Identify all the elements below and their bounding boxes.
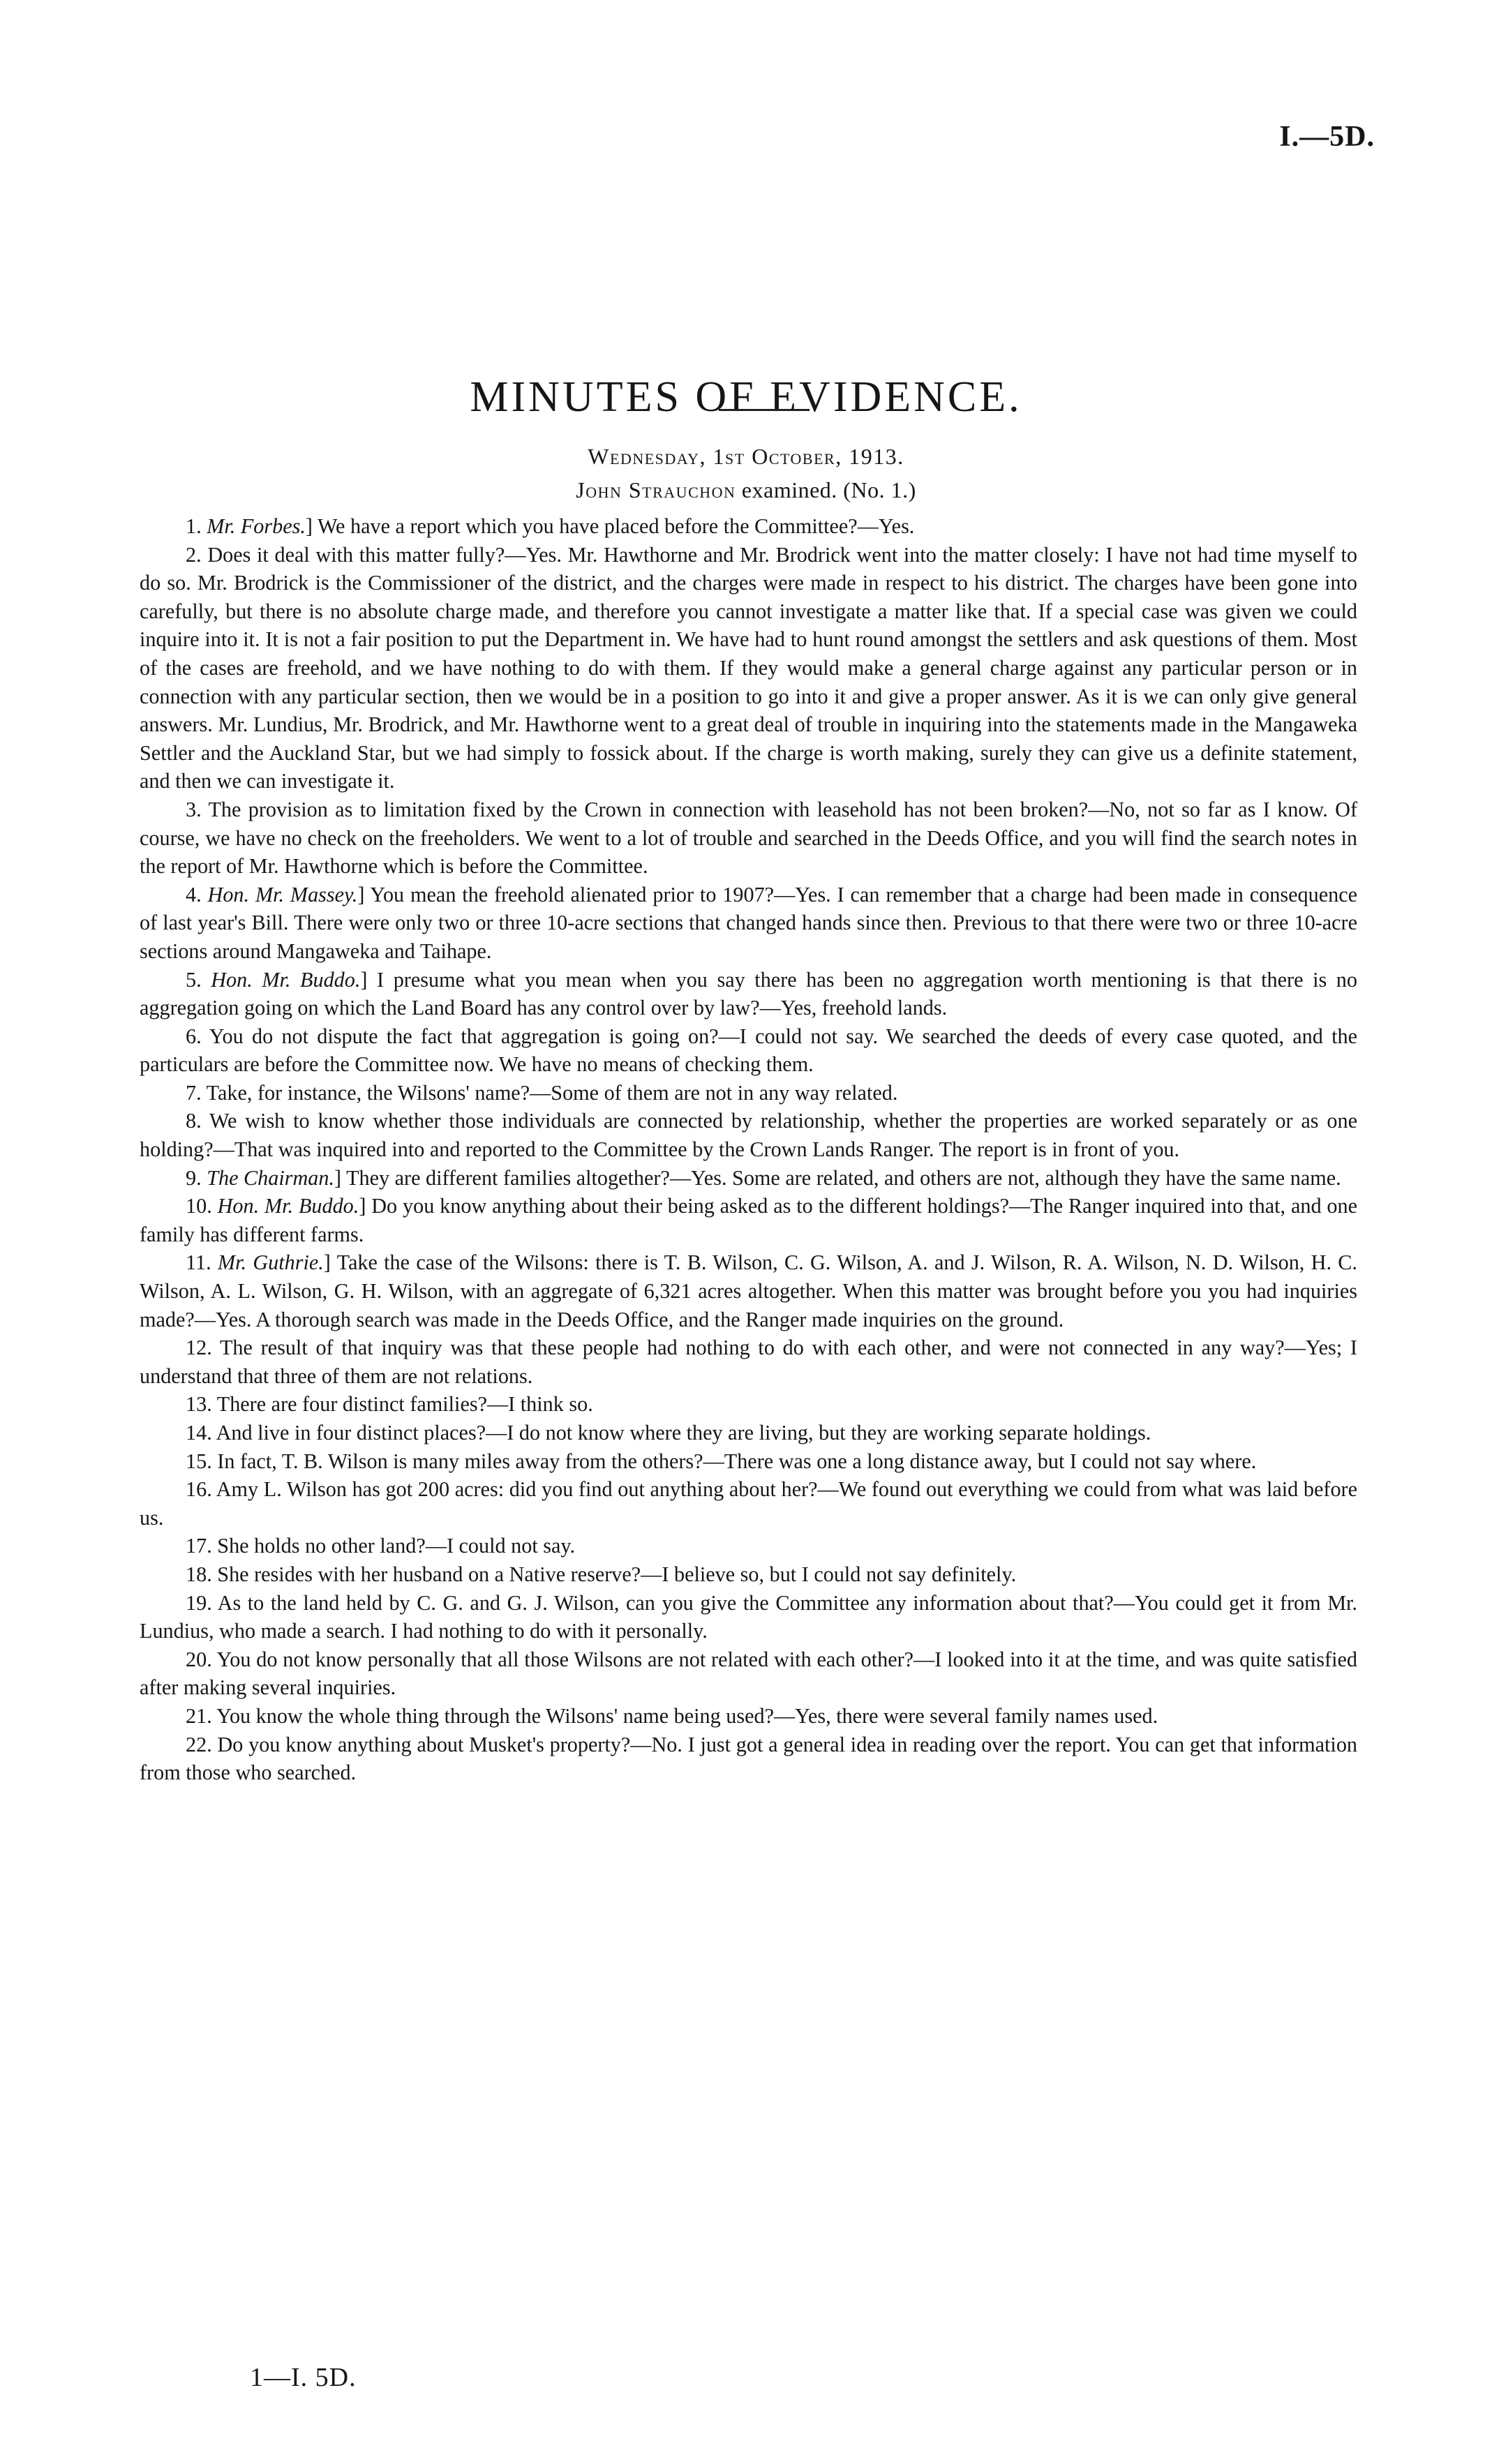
- paragraph-text: I presume what you mean when you say there has been no aggregation worth mentioning is that there is no aggregation going on which the Land Board has any control over by law?—Yes, freehold lands.: [140, 967, 1357, 1020]
- paragraph-text: Does it deal with this matter fully?—Yes. Mr. Hawthorne and Mr. Brodrick went into the matter closely: I have not had time myself to do so. Mr. Brodrick is the Commissioner of the district, and the charges were made in respect to his district. The charges have been gone into carefully, but there is no absolute charge made, and therefore you cannot investigate a matter like that. If a special case was given we could inquire into it. It is not a fair position to put the Department in. We have had to hunt round amongst the settlers and ask questions of them. Most of the cases are freehold, and we have nothing to do with them. If they would make a general charge against any particular person or in connection with any particular section, then we would be in a position to go into it and give a proper answer. As it is we can only give general answers. Mr. Lundius, Mr. Brodrick, and Mr. Hawthorne went to a great deal of trouble in inquiring into the statements made in the Mangaweka Settler and the Auckland Star, but we had simply to fossick about. If the charge is worth making, surely they can give us a definite statement, and then we can investigate it.: [140, 542, 1357, 793]
- evidence-paragraph: 4. Hon. Mr. Massey.] You mean the freehold alienated prior to 1907?—Yes. I can remember that a charge had been made in consequence of last year's Bill. There were only two or three 10-acre sections that changed hands since then. Previous to that there were two or three 10-acre sections around Mangaweka and Taihape.: [140, 882, 1357, 963]
- question-number: 1.: [186, 514, 207, 538]
- title-divider: [719, 409, 810, 411]
- evidence-paragraph: [140, 1419, 1357, 1447]
- question-number: 16.: [186, 1477, 216, 1502]
- paragraph-text: Do you know anything about their being asked as to the different holdings?—The Ranger inquired into that, and one family has different farms.: [140, 1194, 1357, 1246]
- evidence-paragraph: [140, 1447, 1357, 1476]
- evidence-paragraph: [140, 1702, 1357, 1731]
- printer-signature: 1—I. 5D.: [250, 2363, 357, 2392]
- paragraph-text: She resides with her husband on a Native reserve?—I believe so, but I could not say definitely.: [217, 1562, 1017, 1586]
- evidence-paragraph: [140, 1079, 1357, 1107]
- paragraph-text: You know the whole thing through the Wilsons' name being used?—Yes, there were several family names used.: [216, 1703, 1158, 1728]
- paragraph-text: Amy L. Wilson has got 200 acres: did you find out anything about her?—We found out everything we could from what was laid before us.: [140, 1477, 1357, 1530]
- question-number: 19.: [186, 1590, 218, 1615]
- paragraph-text: We wish to know whether those individuals are connected by relationship, whether the properties are worked separately or as one holding?—That was inquired into and reported to the Committee by the Crown Lands Ranger. The report is in front of you.: [140, 1109, 1357, 1162]
- paragraph-text: Take the case of the Wilsons: there is T. B. Wilson, C. G. Wilson, A. and J. Wilson, R. A. Wilson, N. D. Wilson, H. C. Wilson, A. L. Wilson, G. H. Wilson, with an aggregate of 6,321 acres altogether. When this matter was brought before you you had inquiries made?—Yes. A thorough search was made in the Deeds Office, and the Ranger made inquiries on the ground.: [140, 1250, 1357, 1331]
- question-number: 12.: [186, 1336, 220, 1360]
- session-date: Wednesday, 1st October, 1913.: [588, 444, 904, 469]
- question-number: 5.: [186, 967, 211, 992]
- evidence-paragraph: [140, 1022, 1357, 1079]
- evidence-paragraph: 11. Mr. Guthrie.] Take the case of the Wilsons: there is T. B. Wilson, C. G. Wilson, A. and J. Wilson, R. A. Wilson, N. D. Wilson, H. C. Wilson, A. L. Wilson, G. H. Wilson, with an aggregate of 6,321 acres altogether. When this matter was brought before you you had inquiries made?—Yes. A thorough search was made in the Deeds Office, and the Ranger made inquiries on the ground.: [140, 1250, 1357, 1331]
- evidence-paragraph: [140, 1532, 1357, 1560]
- paragraph-text: As to the land held by C. G. and G. J. Wilson, can you give the Committee any information about that?—You could get it from Mr. Lundius, who made a search. I had nothing to do with it personally.: [140, 1590, 1357, 1643]
- evidence-paragraph: [140, 1731, 1357, 1787]
- evidence-paragraph: [140, 796, 1357, 881]
- evidence-paragraph: [140, 1560, 1357, 1589]
- question-number: 10.: [186, 1194, 218, 1218]
- question-number: 4.: [186, 882, 208, 906]
- speaker-name: Hon. Mr. Massey.: [207, 882, 358, 906]
- paragraph-text: And live in four distinct places?—I do not know where they are living, but they are working separate holdings.: [216, 1421, 1151, 1444]
- paragraph-text: In fact, T. B. Wilson is many miles away from the others?—There was one a long distance away, but I could not say where.: [217, 1449, 1257, 1473]
- paragraph-text: She holds no other land?—I could not say.: [217, 1534, 576, 1558]
- page-reference: I.—5D.: [1279, 121, 1375, 153]
- witness-status: examined. (No. 1.): [736, 477, 916, 502]
- speaker-name: Hon. Mr. Buddo.: [217, 1194, 359, 1218]
- paragraph-text: There are four distinct families?—I think so.: [216, 1392, 593, 1417]
- paragraph-text: We have a report which you have placed before the Committee?—Yes.: [312, 514, 915, 538]
- page-title: MINUTES OF EVIDENCE.: [470, 373, 1022, 421]
- question-number: 6.: [186, 1024, 209, 1048]
- evidence-paragraph: [140, 1645, 1357, 1702]
- question-number: 13.: [186, 1392, 217, 1417]
- paragraph-text: The result of that inquiry was that these people had nothing to do with each other, and were not connected in any way?—Yes; I understand that three of them are not relations.: [140, 1336, 1357, 1388]
- paragraph-text: Take, for instance, the Wilsons' name?—Some of them are not in any way related.: [206, 1080, 898, 1105]
- evidence-paragraph: [140, 1475, 1357, 1532]
- paragraph-text: Do you know anything about Musket's property?—No. I just got a general idea in reading over the report. You can get that information from those who searched.: [140, 1732, 1358, 1785]
- paragraph-text: You mean the freehold alienated prior to 1907?—Yes. I can remember that a charge had been made in consequence of last year's Bill. There were only two or three 10-acre sections that changed hands since then. Previous to that there were two or three 10-acre sections around Mangaweka and Taihape.: [140, 882, 1357, 963]
- speaker-name: Hon. Mr. Buddo.: [211, 967, 361, 992]
- speaker-name: The Chairman.: [207, 1165, 335, 1190]
- evidence-paragraph: 1. Mr. Forbes.] We have a report which you have placed before the Committee?—Yes.: [186, 514, 915, 538]
- paragraph-text: The provision as to limitation fixed by the Crown in connection with leasehold has not been broken?—No, not so far as I know. Of course, we have no check on the freeholders. We went to a lot of trouble and searched in the Deeds Office, and you will find the search notes in the report of Mr. Hawthorne which is before the Committee.: [140, 797, 1357, 879]
- question-number: 3.: [186, 797, 209, 821]
- question-number: 15.: [186, 1449, 218, 1473]
- question-number: 2.: [186, 542, 208, 567]
- evidence-paragraph: [140, 1334, 1357, 1390]
- speaker-name: Mr. Guthrie.: [217, 1250, 324, 1275]
- evidence-paragraph: 5. Hon. Mr. Buddo.] I presume what you mean when you say there has been no aggregation worth mentioning is that there is no aggregation going on which the Land Board has any control over by law?—Yes, freehold lands.: [140, 967, 1357, 1020]
- evidence-body: [140, 512, 1357, 1787]
- witness-name: John Strauchon: [576, 477, 736, 502]
- question-number: 20.: [186, 1647, 217, 1671]
- question-number: 17.: [186, 1534, 218, 1558]
- paragraph-text: You do not dispute the fact that aggregation is going on?—I could not say. We searched the deeds of every case quoted, and the particulars are before the Committee now. We have no means of checking them.: [140, 1024, 1357, 1077]
- question-number: 18.: [186, 1562, 218, 1586]
- question-number: 9.: [186, 1165, 207, 1190]
- question-number: 14.: [186, 1421, 216, 1444]
- evidence-paragraph: [140, 1589, 1357, 1645]
- question-number: 22.: [186, 1732, 218, 1756]
- question-number: 8.: [186, 1109, 209, 1133]
- evidence-paragraph: [140, 1390, 1357, 1419]
- evidence-paragraph: [140, 1107, 1357, 1163]
- question-number: 21.: [186, 1703, 217, 1728]
- evidence-paragraph: 10. Hon. Mr. Buddo.] Do you know anything about their being asked as to the different holdings?—The Ranger inquired into that, and one family has different farms.: [140, 1194, 1357, 1246]
- paragraph-text: You do not know personally that all those Wilsons are not related with each other?—I looked into it at the time, and was quite satisfied after making several inquiries.: [140, 1647, 1357, 1700]
- speaker-name: Mr. Forbes.: [207, 514, 306, 538]
- question-number: 11.: [186, 1250, 218, 1275]
- witness-line: [0, 477, 1492, 503]
- evidence-paragraph: [140, 541, 1357, 796]
- evidence-paragraph: 9. The Chairman.] They are different families altogether?—Yes. Some are related, and others are not, although they have the same name.: [186, 1165, 1341, 1190]
- question-number: 7.: [186, 1080, 207, 1105]
- paragraph-text: They are different families altogether?—Yes. Some are related, and others are not, although they have the same name.: [341, 1165, 1341, 1190]
